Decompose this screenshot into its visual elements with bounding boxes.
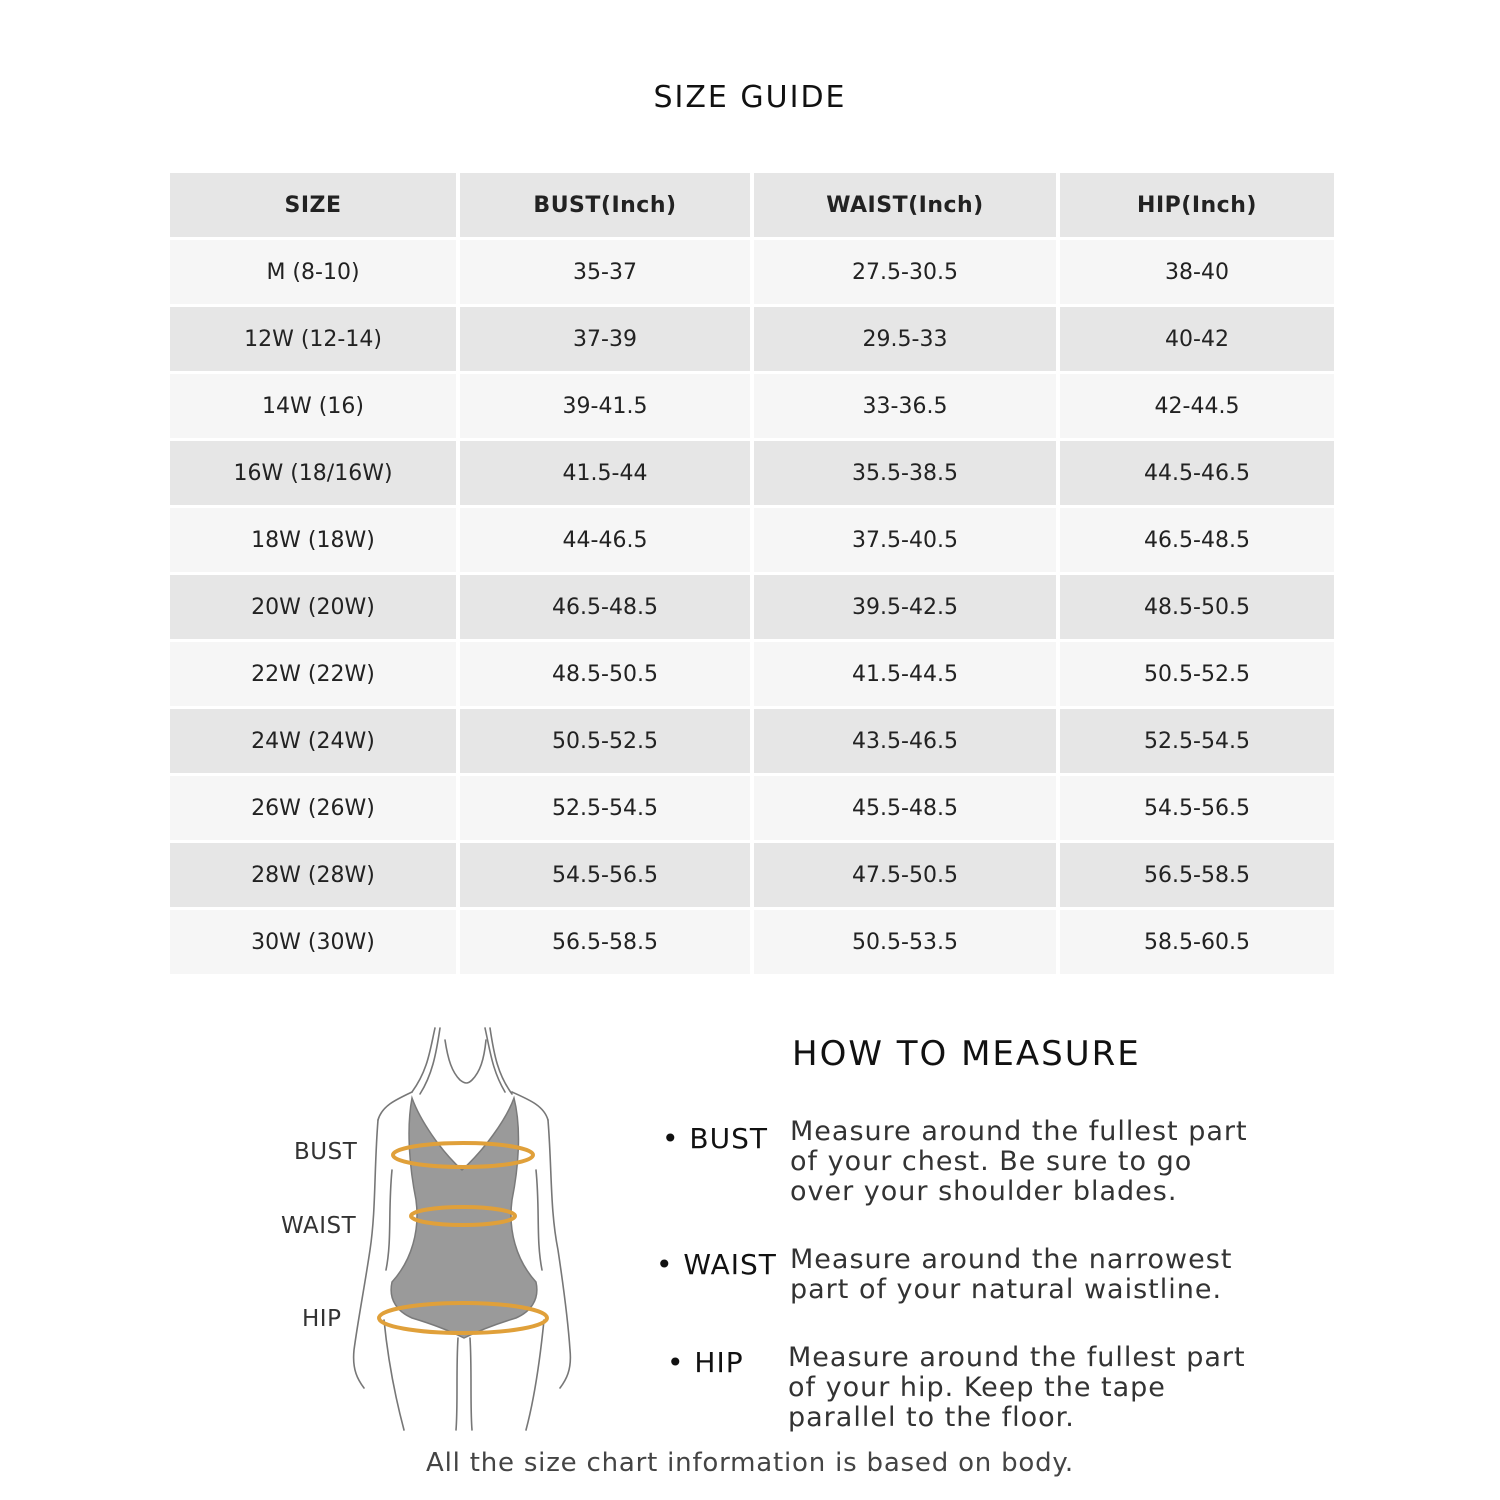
bust-cell: 56.5-58.5: [460, 910, 750, 974]
waist-cell: 41.5-44.5: [754, 642, 1056, 706]
bust-cell: 35-37: [460, 240, 750, 304]
waist-cell: 29.5-33: [754, 307, 1056, 371]
hip-cell: 40-42: [1060, 307, 1334, 371]
bust-cell: 52.5-54.5: [460, 776, 750, 840]
header-size: SIZE: [170, 173, 456, 237]
bust-cell: 39-41.5: [460, 374, 750, 438]
footnote: All the size chart information is based on body.: [426, 1448, 1074, 1478]
hip-cell: 56.5-58.5: [1060, 843, 1334, 907]
bust-cell: 41.5-44: [460, 441, 750, 505]
waist-cell: 45.5-48.5: [754, 776, 1056, 840]
body-illustration: [340, 1020, 590, 1440]
waist-cell: 33-36.5: [754, 374, 1056, 438]
size-cell: 26W (26W): [170, 776, 456, 840]
measure-label-bust: • BUST: [662, 1122, 768, 1155]
table-row: [170, 441, 1334, 505]
figure-label-waist: WAIST: [281, 1213, 357, 1239]
waist-cell: 39.5-42.5: [754, 575, 1056, 639]
waist-cell: 50.5-53.5: [754, 910, 1056, 974]
size-cell: 24W (24W): [170, 709, 456, 773]
size-cell: 12W (12-14): [170, 307, 456, 371]
table-body: [170, 240, 1334, 974]
header-hip: HIP(Inch): [1060, 173, 1334, 237]
bust-cell: 44-46.5: [460, 508, 750, 572]
measure-label-waist: • WAIST: [656, 1248, 777, 1281]
size-cell: 20W (20W): [170, 575, 456, 639]
figure-label-hip: HIP: [302, 1306, 342, 1332]
bust-cell: 50.5-52.5: [460, 709, 750, 773]
table-row: [170, 642, 1334, 706]
figure-label-bust: BUST: [294, 1139, 358, 1165]
hip-cell: 38-40: [1060, 240, 1334, 304]
table-row: [170, 240, 1334, 304]
header-bust: BUST(Inch): [460, 173, 750, 237]
hip-cell: 44.5-46.5: [1060, 441, 1334, 505]
table-row: [170, 508, 1334, 572]
waist-cell: 43.5-46.5: [754, 709, 1056, 773]
size-cell: M (8-10): [170, 240, 456, 304]
measure-text-hip: Measure around the fullest part of your hip. Keep the tape parallel to the floor.: [788, 1342, 1246, 1433]
hip-cell: 50.5-52.5: [1060, 642, 1334, 706]
measure-label-hip: • HIP: [667, 1346, 744, 1379]
how-to-measure-title: HOW TO MEASURE: [792, 1034, 1141, 1074]
table-header-row: [170, 173, 1334, 237]
bust-cell: 37-39: [460, 307, 750, 371]
hip-cell: 52.5-54.5: [1060, 709, 1334, 773]
size-cell: 16W (18/16W): [170, 441, 456, 505]
measure-text-waist: Measure around the narrowest part of your natural waistline.: [790, 1244, 1233, 1305]
waist-cell: 35.5-38.5: [754, 441, 1056, 505]
waist-cell: 47.5-50.5: [754, 843, 1056, 907]
hip-cell: 48.5-50.5: [1060, 575, 1334, 639]
bust-cell: 54.5-56.5: [460, 843, 750, 907]
table-row: [170, 776, 1334, 840]
size-cell: 30W (30W): [170, 910, 456, 974]
table-row: [170, 575, 1334, 639]
size-cell: 14W (16): [170, 374, 456, 438]
hip-cell: 46.5-48.5: [1060, 508, 1334, 572]
table-row: [170, 843, 1334, 907]
size-cell: 22W (22W): [170, 642, 456, 706]
table-row: [170, 709, 1334, 773]
waist-cell: 37.5-40.5: [754, 508, 1056, 572]
hip-cell: 42-44.5: [1060, 374, 1334, 438]
table-row: [170, 307, 1334, 371]
hip-cell: 58.5-60.5: [1060, 910, 1334, 974]
waist-cell: 27.5-30.5: [754, 240, 1056, 304]
body-figure: [340, 1020, 590, 1440]
size-cell: 18W (18W): [170, 508, 456, 572]
size-table: [166, 170, 1338, 977]
bust-cell: 46.5-48.5: [460, 575, 750, 639]
header-waist: WAIST(Inch): [754, 173, 1056, 237]
size-cell: 28W (28W): [170, 843, 456, 907]
hip-cell: 54.5-56.5: [1060, 776, 1334, 840]
table-row: [170, 910, 1334, 974]
page-title: SIZE GUIDE: [653, 80, 847, 115]
measure-text-bust: Measure around the fullest part of your chest. Be sure to go over your shoulder blades.: [790, 1116, 1248, 1207]
bust-cell: 48.5-50.5: [460, 642, 750, 706]
table-row: [170, 374, 1334, 438]
